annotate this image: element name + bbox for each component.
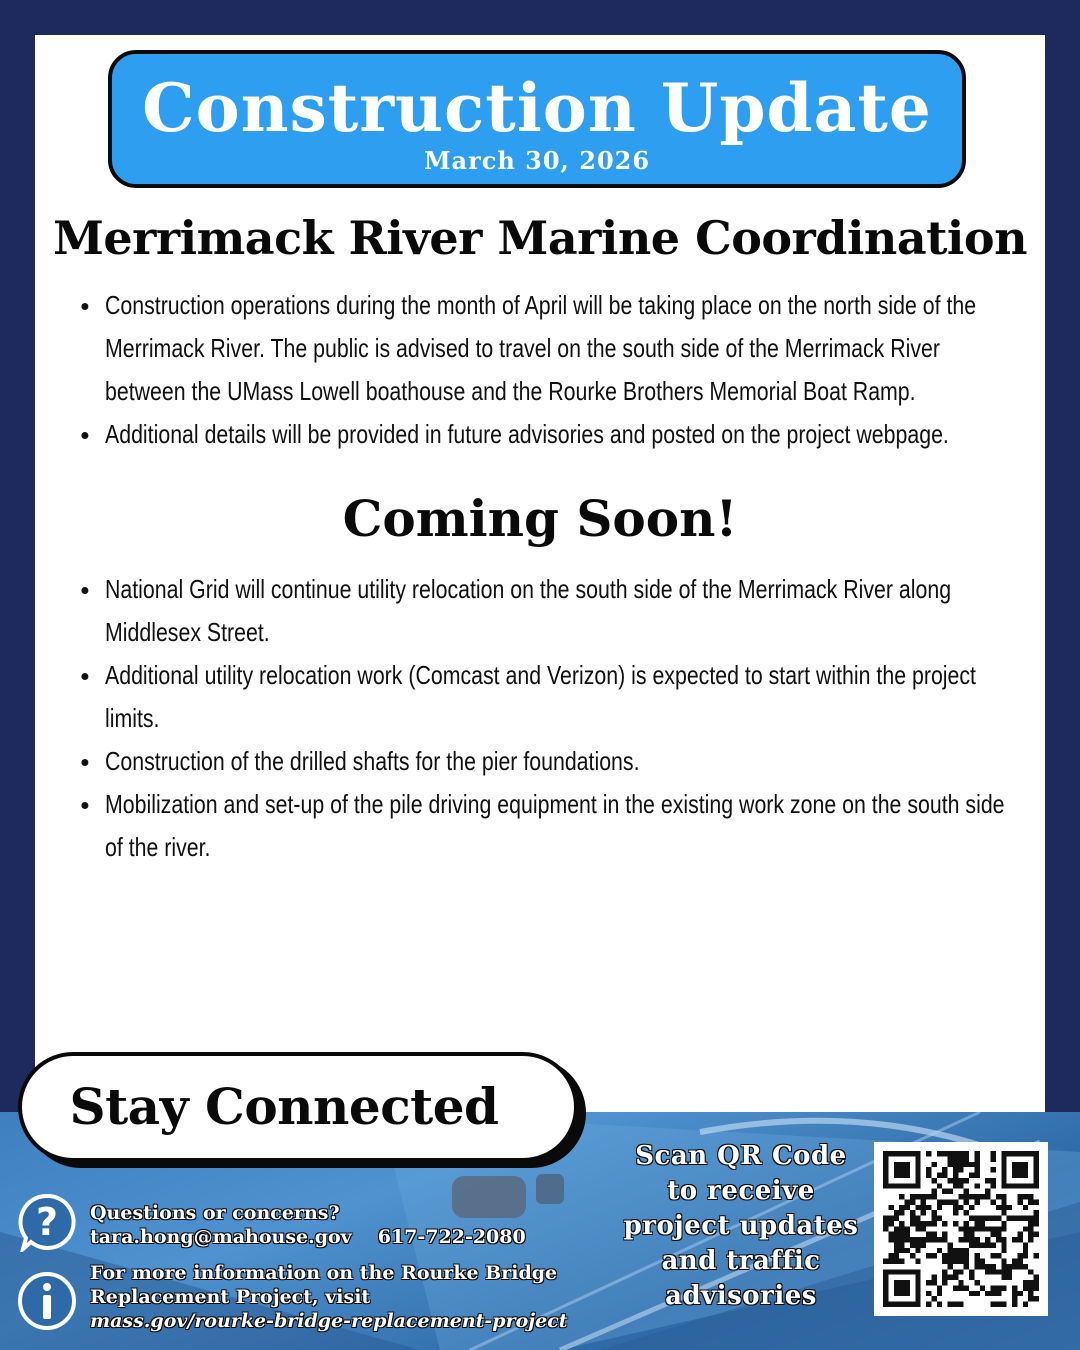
svg-text:?: ? <box>35 1200 59 1244</box>
contact-phone[interactable]: 617-722-2080 <box>377 1226 526 1248</box>
section-heading-marine: Merrimack River Marine Coordination <box>52 211 1028 265</box>
list-item: Construction of the drilled shafts for the pier foundations. <box>105 740 1005 783</box>
info-circle-icon <box>17 1271 77 1331</box>
list-item: Additional details will be provided in future advisories and posted on the project webpage. <box>105 413 1005 456</box>
list-item: Mobilization and set-up of the pile driving equipment in the existing work zone on the south side of the river. <box>105 783 1005 869</box>
list-item: Construction operations during the month of April will be taking place on the north side of the Merrimack River. The public is advised to travel on the south side of the Merrimack River between the UMass Lowell boathouse and the Rourke Brothers Memorial Boat Ramp. <box>105 284 1005 413</box>
contact-email[interactable]: tara.hong@mahouse.gov <box>90 1226 352 1248</box>
qr-text-line: to receive <box>667 1176 815 1206</box>
qr-text-line: and traffic <box>661 1246 821 1276</box>
qr-text-line: Scan QR Code <box>635 1141 847 1171</box>
qr-text-line: project updates <box>623 1211 859 1241</box>
list-item: National Grid will continue utility relocation on the south side of the Merrimack River along Middlesex Street. <box>105 568 1005 654</box>
list-item: Additional utility relocation work (Comcast and Verizon) is expected to start within the project limits. <box>105 654 1005 740</box>
section-heading-coming-soon: Coming Soon! <box>342 489 738 548</box>
more-info <box>90 1261 620 1333</box>
question-bubble-icon <box>17 1192 77 1252</box>
qr-code-icon <box>883 1151 1039 1307</box>
questions-label: Questions or concerns? <box>90 1202 340 1224</box>
banner-title: Construction Update <box>142 69 932 147</box>
contact-info <box>90 1201 610 1249</box>
coming-soon-bullet-list <box>105 568 1005 869</box>
title-banner <box>108 50 966 188</box>
qr-text-line: advisories <box>665 1281 817 1311</box>
qr-instructions <box>618 1139 864 1314</box>
qr-code[interactable] <box>874 1142 1048 1316</box>
more-info-line-2: Replacement Project, visit <box>90 1286 371 1308</box>
more-info-line-1: For more information on the Rourke Bridge <box>90 1262 558 1284</box>
banner-date: March 30, 2026 <box>423 146 651 175</box>
project-url-link[interactable]: mass.gov/rourke-bridge-replacement-project <box>90 1310 568 1332</box>
stay-connected-label: Stay Connected <box>69 1077 499 1136</box>
marine-bullet-list <box>105 284 1005 456</box>
